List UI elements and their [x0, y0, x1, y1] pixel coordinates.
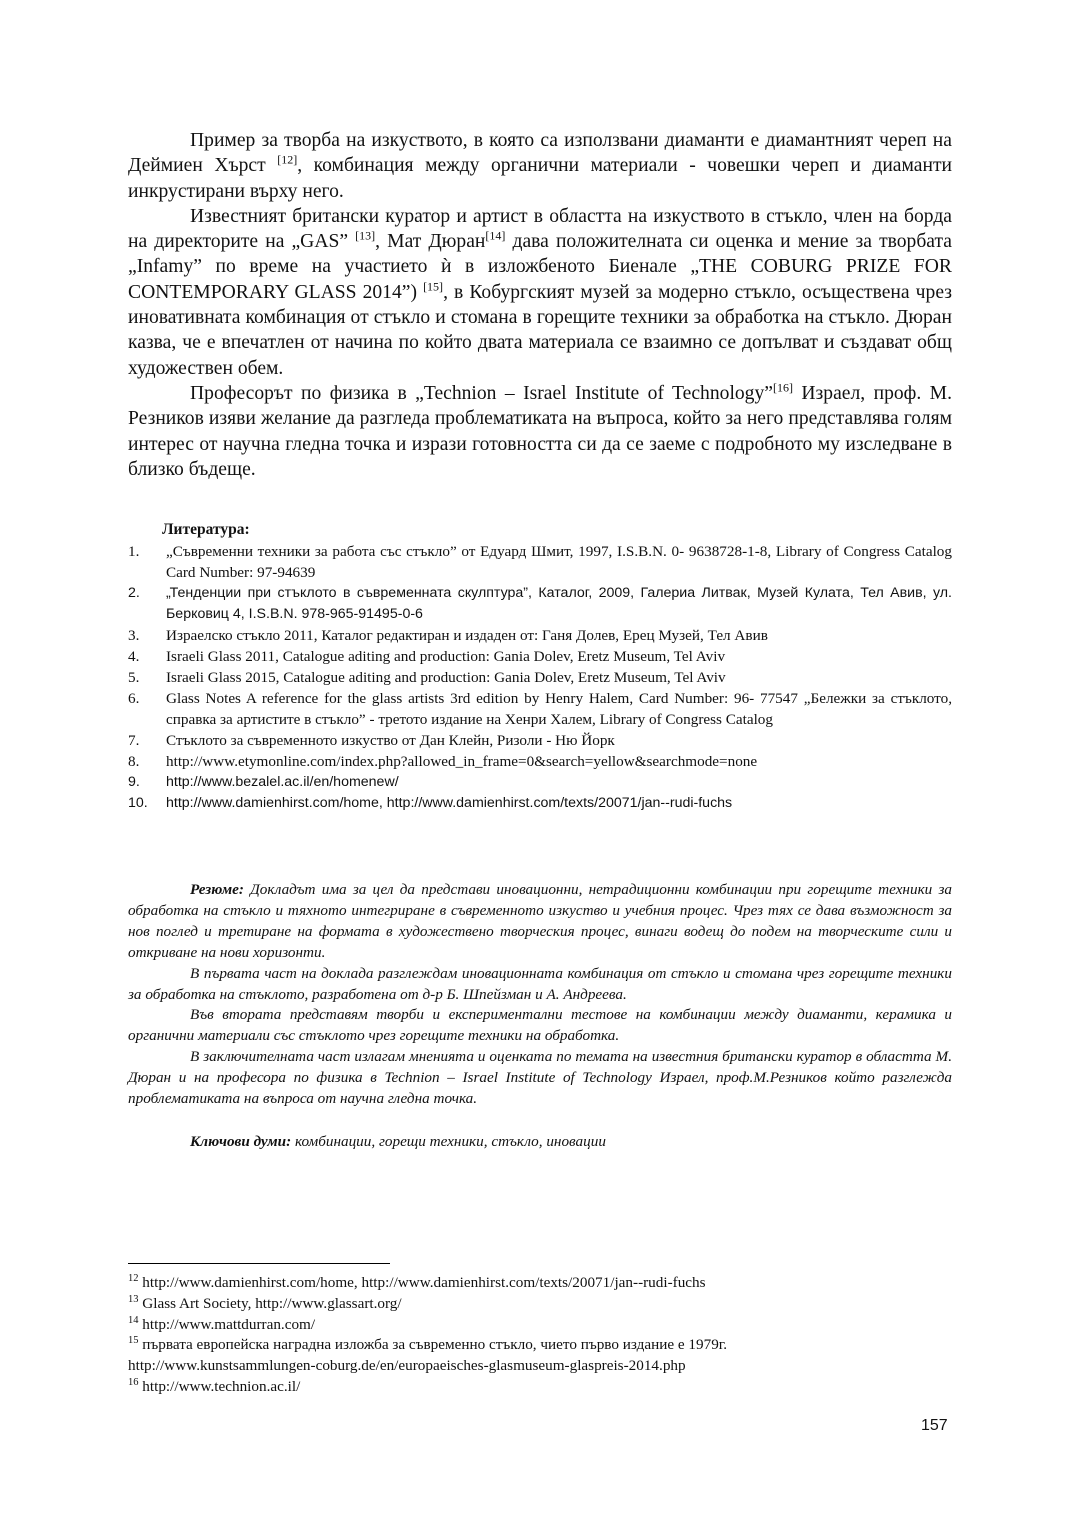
keywords-label: Ключови думи:: [190, 1133, 292, 1150]
footnote-16[interactable]: $^{16}$ http://www.technion.ac.il/: [128, 1376, 301, 1395]
reference-link[interactable]: 10. http://www.damienhirst.com/home, http://www.damienhirst.com/texts/20071/jan--rudi-fuchs: [128, 795, 733, 811]
page-number: 157: [921, 1417, 948, 1434]
reference-item: 5. Israeli Glass 2015, Catalogue aditing and production: Gania Dolev, Eretz Museum, Tel Aviv: [128, 669, 726, 686]
body-text: [128, 128, 952, 482]
footnote-14[interactable]: $^{14}$ http://www.mattdurran.com/: [128, 1314, 316, 1333]
footnote-ref-14[interactable]: [14]: [485, 228, 506, 243]
reference-item: 4. Israeli Glass 2011, Catalogue aditing and production: Gania Dolev, Eretz Museum, Tel Aviv: [128, 648, 726, 665]
footnote-ref-13[interactable]: [13]: [355, 228, 376, 243]
paragraph-1: Пример за творба на изкуството, в която са използвани диаманти е диамантният череп на Деймиен Хърст [12], комбинация между органични материали - човешки череп и диаманти инкрустирани върху него.: [128, 130, 952, 202]
references-title: Литература:: [162, 521, 250, 538]
reference-item: 2. „Тенденции при стъклото в съвременната скулптура”, Каталог, 2009, Галериа Литвак, Музей Кулата, Тел Авив, ул. Берковиц 4, I.S.B.N. 978-965-91495-0-6: [128, 585, 952, 622]
footnote-ref-15[interactable]: [15]: [423, 279, 444, 294]
footnote-13[interactable]: $^{13}$ Glass Art Society, http://www.glassart.org/: [128, 1293, 402, 1312]
abstract-paragraph: Резюме: Докладът има за цел да представи иновационни, нетрадиционни комбинации при горещите техники за обработка на стъкло и тяхното интегриране в съвременното изкуство и учебния процес. Чрез тях се дава възможност за нов поглед и третиране на формата в художествено творческия процес, винаги водещ до подем на творческите сили и откриване на нови хоризонти.: [128, 881, 952, 961]
reference-item: 7. Стъклото за съвременното изкуство от Дан Клейн, Ризоли - Ню Йорк: [128, 732, 615, 749]
reference-item: 6. Glass Notes A reference for the glass artists 3rd edition by Henry Halem, Card Number: 96- 77547 „Бележки за стъклото, справка за артистите в стъкло” - третото издание на Хенри Халем, Library of Congress Catalog: [128, 690, 952, 728]
footnote-divider: [128, 1263, 390, 1264]
abstract-paragraph: В заключителната част излагам мненията и оценката по темата на известния британски куратор в областта М. Дюран и на професора по физика в Technion – Israel Institute of Technology Израел, проф.М.Резников който разглежда проблематиката на въпроса от научна гледна точка.: [128, 1048, 952, 1108]
reference-link[interactable]: 9. http://www.bezalel.ac.il/en/homenew/: [128, 774, 399, 790]
footnote-ref-16[interactable]: [16]: [772, 380, 793, 395]
paragraph-2: Известният британски куратор и артист в областта на изкуството в стъкло, член на борда на директорите на „GAS” [13], Мат Дюран[14] дава положителната си оценка и мение за творбата „Infamy” по време на участието ѝ в изложбеното Биенале „THE COBURG PRIZE FOR CONTEMPORARY GLASS 2014”) [15], в Кобургският музей за модерно стъкло, осъществена чрез иновативната комбинация от стъкло и стомана в горещите техники за обработка на стъкло. Дюран казва, че е впечатлен от начина по който двата материала се взаимно се допълват и създават общ художествен обем.: [128, 205, 952, 379]
references-list: [128, 541, 952, 814]
abstract-label: Резюме:: [190, 881, 244, 898]
footnote-12[interactable]: $^{12}$ http://www.damienhirst.com/home, http://www.damienhirst.com/texts/20071/jan--rudi-fuchs: [128, 1272, 706, 1291]
paragraph-3: Професорът по физика в „Technion – Israel Institute of Technology”[16] Израел, проф. М. Резников изяви желание да разгледа проблематиката на въпроса, който за него представлява голям интерес от научна гледна точка и изрази готовността си да се заеме с подробното му изследване в близко бъдеще.: [128, 380, 952, 480]
keywords: Ключови думи: комбинации, горещи техники, стъкло, иновации: [190, 1133, 606, 1150]
reference-item: 3. Израелско стъкло 2011, Каталог редактиран и издаден от: Ганя Долев, Ерец Музей, Тел Авив: [128, 627, 768, 644]
footnote-15-link[interactable]: http://www.kunstsammlungen-coburg.de/en/europaeisches-glasmuseum-glaspreis-2014.php: [128, 1357, 686, 1375]
footnote-15: $^{15}$ първата европейска наградна изложба за съвременно стъкло, чието първо издание е 1979г.: [128, 1335, 728, 1354]
reference-item: 1. „Съвременни техники за работа със стъкло” от Едуард Шмит, 1997, I.S.B.N. 0- 9638728-1-8, Library of Congress Catalog Card Number: 97-94639: [128, 543, 952, 581]
abstract-paragraph: Във втората представям творби и експериментални тестове на комбинации между диаманти, керамика и органични материали със стъклото чрез горещите техники на обработка.: [128, 1006, 952, 1045]
reference-link[interactable]: 8. http://www.etymonline.com/index.php?allowed_in_frame=0&search=yellow&searchmode=none: [128, 753, 758, 770]
footnotes: [128, 1273, 952, 1398]
footnote-ref-12[interactable]: [12]: [277, 152, 298, 167]
abstract-paragraph: В първата част на доклада разглеждам иновационната комбинация от стъкло и стомана чрез горещите техники за обработка на стъклото, разработена от д-р Б. Шпейзман и А. Андреева.: [128, 964, 952, 1003]
abstract: [128, 880, 952, 1110]
